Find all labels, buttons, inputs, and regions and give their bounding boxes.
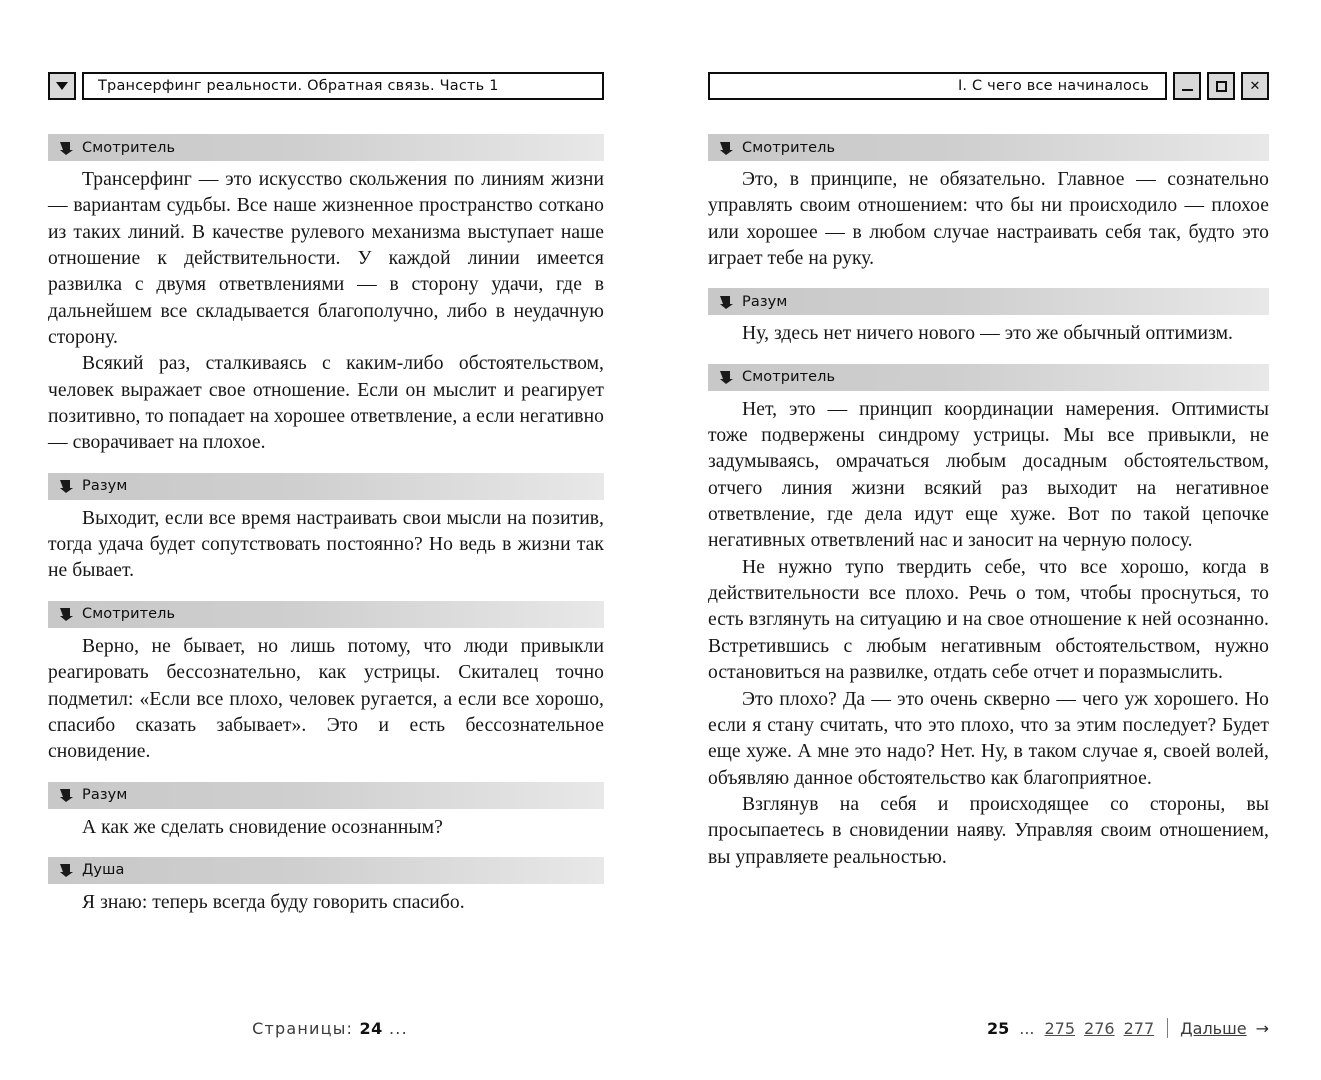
menu-caret-icon[interactable]	[48, 72, 76, 100]
dialog-block	[708, 364, 1269, 871]
right-title-bar	[708, 72, 1269, 100]
close-glyph: ✕	[1249, 78, 1261, 94]
paragraph: Всякий раз, сталкиваясь с каким-либо обстоятельством, человек выражает свое отношение. Если он мыслит и реагирует позитивно, то попадает на хорошее ответвление, а если негативно — сворачивает на плохое.	[48, 353, 604, 454]
dialog-block	[48, 473, 604, 585]
left-page	[0, 0, 660, 1080]
dialog-block	[48, 857, 604, 916]
speaker-bar-razum	[708, 288, 1269, 315]
left-page-footer	[0, 1019, 660, 1038]
speaker-bar-smotritel	[48, 134, 604, 161]
caret-down-glyph	[56, 82, 68, 90]
dialog-block	[708, 288, 1269, 347]
speaker-bar-smotritel	[708, 134, 1269, 161]
maximize-glyph	[1216, 81, 1227, 92]
paragraph: Это, в принципе, не обязательно. Главное — сознательно управлять своим отношением: что бы ни происходило — плохое или хорошее — в любом случае настраивать себя так, будто это играет тебе на руку.	[708, 169, 1269, 270]
speaker-arrow-icon	[718, 294, 734, 310]
page-link-275[interactable]: 275	[1044, 1018, 1076, 1038]
paragraph: Нет, это — принцип координации намерения. Оптимисты тоже подвержены синдрому устрицы. Мы все привыкли, не задумываясь, омрачаться любым досадным обстоятельством, отчего линия жизни всякий раз выходит на негативное ответвление, где дела идут еще хуже. Вот по такой цепочке негативных ответвлений нас и заносит на черную полосу.	[708, 398, 1269, 552]
current-page-number: 25	[986, 1018, 1010, 1038]
paragraph: Ну, здесь нет ничего нового — это же обычный оптимизм.	[742, 323, 1233, 345]
paragraph: А как же сделать сновидение осознанным?	[82, 816, 443, 838]
speaker-bar-smotritel	[48, 601, 604, 628]
speaker-arrow-icon	[58, 478, 74, 494]
speaker-bar-dusha	[48, 857, 604, 884]
speaker-bar-razum	[48, 473, 604, 500]
right-window-title: I. С чего все начиналось	[708, 72, 1167, 100]
close-icon[interactable]	[1241, 72, 1269, 100]
paragraph: Не нужно тупо твердить себе, что все хорошо, когда в действительности все плохо. Речь о том, чтобы проснуться, то есть взглянуть на ситуацию и на свое отношение к ней осознанно. Встретившись с любым негативным обстоятельством, нужно остановиться на развилке, отдать себе отчет и поразмыслить.	[708, 556, 1269, 684]
speaker-arrow-icon	[58, 140, 74, 156]
right-page	[660, 0, 1321, 1080]
speaker-label: Смотритель	[742, 369, 836, 386]
page-link-276[interactable]: 276	[1084, 1018, 1115, 1038]
paragraph: Выходит, если все время настраивать свои мысли на позитив, тогда удача будет сопутствовать постоянно? Но ведь в жизни так не бывает.	[48, 507, 604, 582]
speaker-arrow-icon	[58, 787, 74, 803]
footer-divider	[1167, 1018, 1168, 1038]
speaker-label: Смотритель	[82, 139, 176, 156]
paragraph: Верно, не бывает, но лишь потому, что люди привыкли реагировать бессознательно, как устрицы. Скиталец точно подметил: «Если все плохо, человек ругается, а если все хорошо, спасибо сказать забывает». Это и есть бессознательное сновидение.	[48, 635, 604, 763]
paragraph: Я знаю: теперь всегда буду говорить спасибо.	[82, 891, 465, 913]
dialog-block	[48, 134, 604, 457]
left-title-bar	[48, 72, 604, 100]
speaker-label: Смотритель	[742, 139, 836, 156]
pages-ellipsis: ...	[1019, 1018, 1035, 1038]
speaker-label: Разум	[82, 478, 128, 495]
speaker-arrow-icon	[718, 140, 734, 156]
minimize-glyph	[1182, 89, 1193, 91]
current-page-number: 24	[359, 1019, 383, 1038]
arrow-right-icon[interactable]: →	[1255, 1018, 1269, 1038]
speaker-label: Смотритель	[82, 606, 176, 623]
right-page-footer	[987, 1018, 1269, 1038]
paragraph: Трансерфинг — это искусство скольжения по линиям жизни — вариантам судьбы. Все наше жизненное пространство соткано из таких линий. В качестве рулевого механизма выступает наше отношение к действительности. У каждой линии имеется развилка с двумя ответвлениями — в сторону удачи, где в дальнейшем все складывается благополучно, либо в неудачную сторону.	[48, 169, 604, 349]
speaker-bar-razum	[48, 782, 604, 809]
speaker-label: Разум	[82, 787, 128, 804]
speaker-bar-smotritel	[708, 364, 1269, 391]
page-link-277[interactable]: 277	[1123, 1018, 1155, 1038]
speaker-label: Разум	[742, 293, 788, 310]
dialog-block	[48, 782, 604, 841]
paragraph: Взглянув на себя и происходящее со стороны, вы просыпаетесь в сновидении наяву. Управляя своим отношением, вы управляете реальностью.	[708, 793, 1269, 868]
dialog-block	[708, 134, 1269, 272]
maximize-icon[interactable]	[1207, 72, 1235, 100]
speaker-label: Душа	[82, 862, 125, 879]
pages-ellipsis: ...	[389, 1019, 408, 1038]
speaker-arrow-icon	[58, 606, 74, 622]
paragraph: Это плохо? Да — это очень скверно — чего уж хорошего. Но если я стану считать, что это плохо, что за этим последует? Будет еще хуже. А мне это надо? Нет. Ну, в таком случае я, своей волей, объявляю данное обстоятельство как благоприятное.	[708, 688, 1269, 789]
pages-label: Страницы:	[252, 1019, 354, 1038]
speaker-arrow-icon	[718, 369, 734, 385]
dialog-block	[48, 601, 604, 766]
next-page-link[interactable]: Дальше	[1180, 1018, 1247, 1038]
left-window-title: Трансерфинг реальности. Обратная связь. Часть 1	[82, 72, 604, 100]
minimize-icon[interactable]	[1173, 72, 1201, 100]
speaker-arrow-icon	[58, 862, 74, 878]
